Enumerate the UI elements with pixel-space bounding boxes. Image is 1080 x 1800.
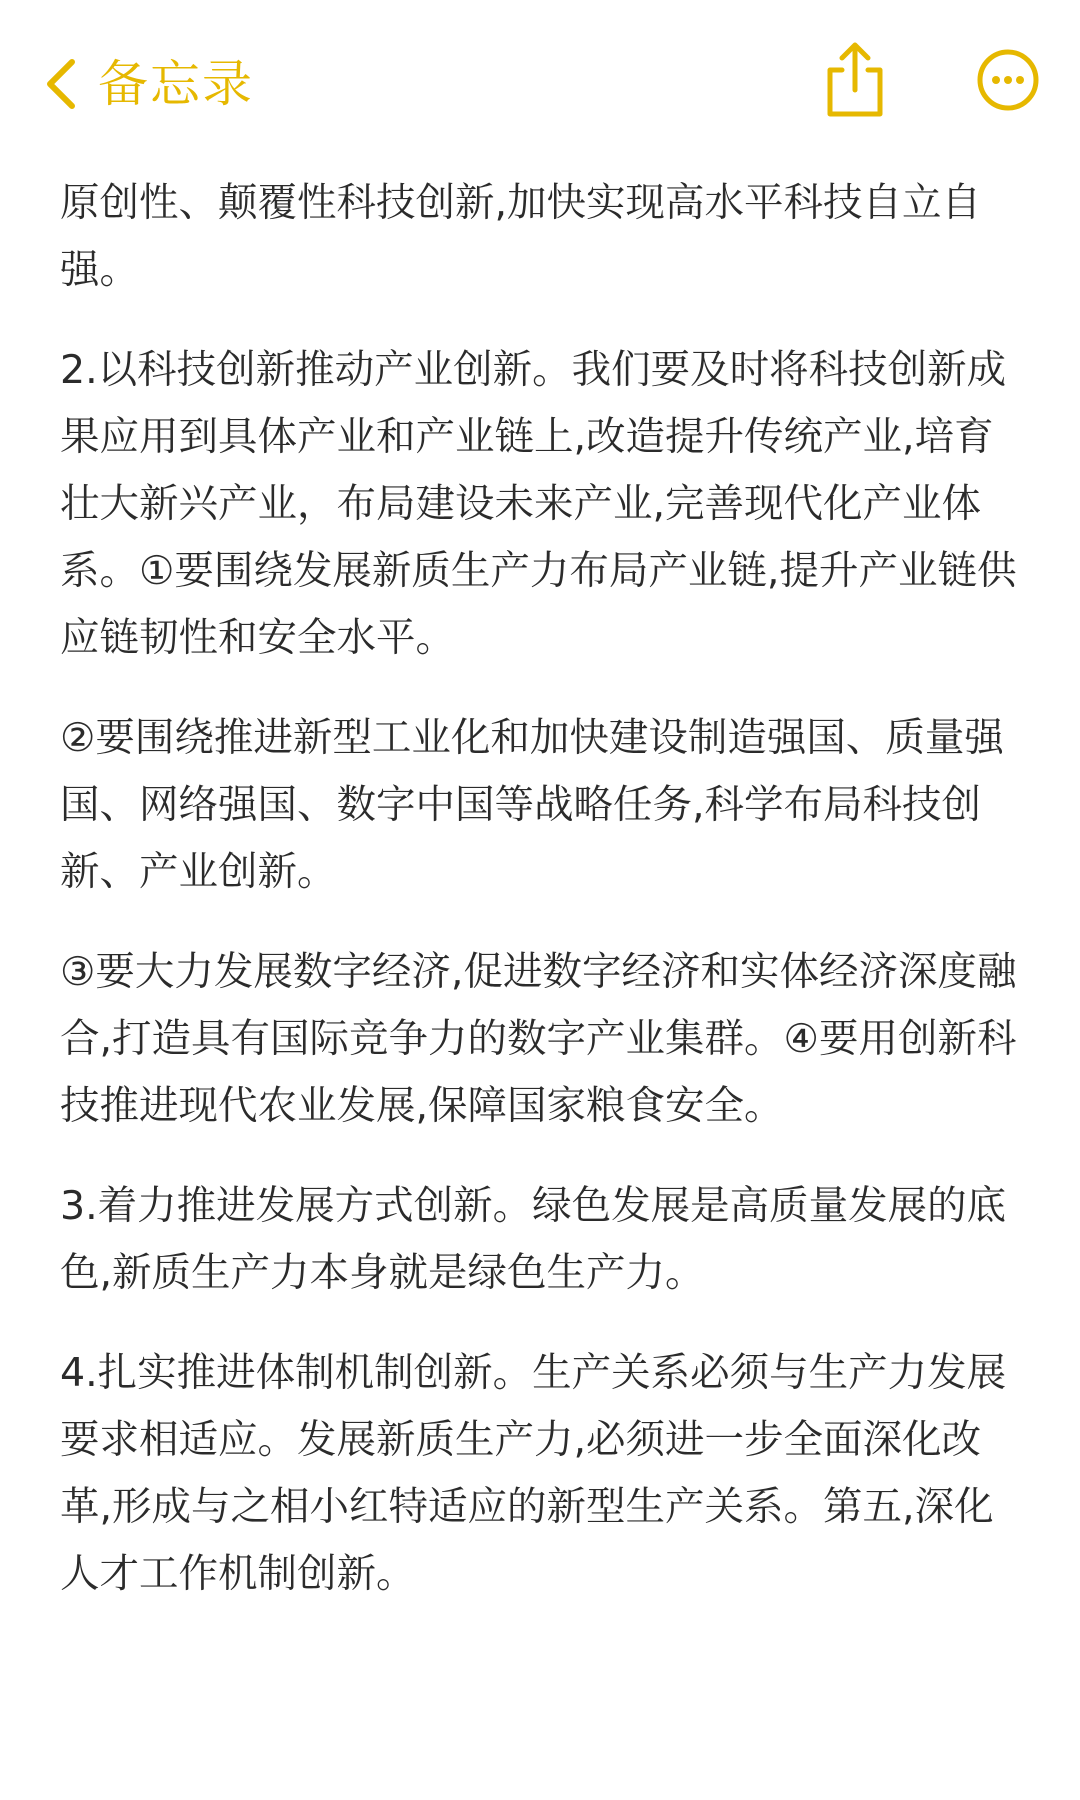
- ellipsis-circle-icon: [976, 48, 1040, 112]
- note-paragraph: ②要围绕推进新型工业化和加快建设制造强国、质量强国、网络强国、数字中国等战略任务,科学布局科技创新、产业创新。: [60, 715, 1004, 895]
- note-paragraph: 2.以科技创新推动产业创新。我们要及时将科技创新成果应用到具体产业和产业链上,改造提升传统产业,培育壮大新兴产业，布局建设未来产业,完善现代化产业体系。①要围绕发展新质生产力布局产业链,提升产业链供应链韧性和安全水平。: [60, 347, 1017, 661]
- note-paragraph: ③要大力发展数字经济,促进数字经济和实体经济深度融合,打造具有国际竞争力的数字产业集群。④要用创新科技推进现代农业发展,保障国家粮食安全。: [60, 949, 1017, 1129]
- back-button[interactable]: [42, 48, 254, 120]
- share-icon: [820, 40, 890, 120]
- back-label: 备忘录: [98, 55, 254, 113]
- more-button[interactable]: [976, 48, 1040, 112]
- note-body[interactable]: [60, 170, 1020, 1641]
- navigation-bar: [0, 0, 1080, 160]
- note-paragraph: 4.扎实推进体制机制创新。生产关系必须与生产力发展要求相适应。发展新质生产力,必须进一步全面深化改革,形成与之相小红特适应的新型生产关系。第五,深化人才工作机制创新。: [60, 1350, 1007, 1597]
- note-paragraph: 3.着力推进发展方式创新。绿色发展是高质量发展的底色,新质生产力本身就是绿色生产力。: [60, 1183, 1007, 1296]
- share-button[interactable]: [820, 40, 890, 120]
- note-paragraph: 原创性、颠覆性科技创新,加快实现高水平科技自立自强。: [60, 180, 982, 293]
- chevron-left-icon: [42, 56, 78, 112]
